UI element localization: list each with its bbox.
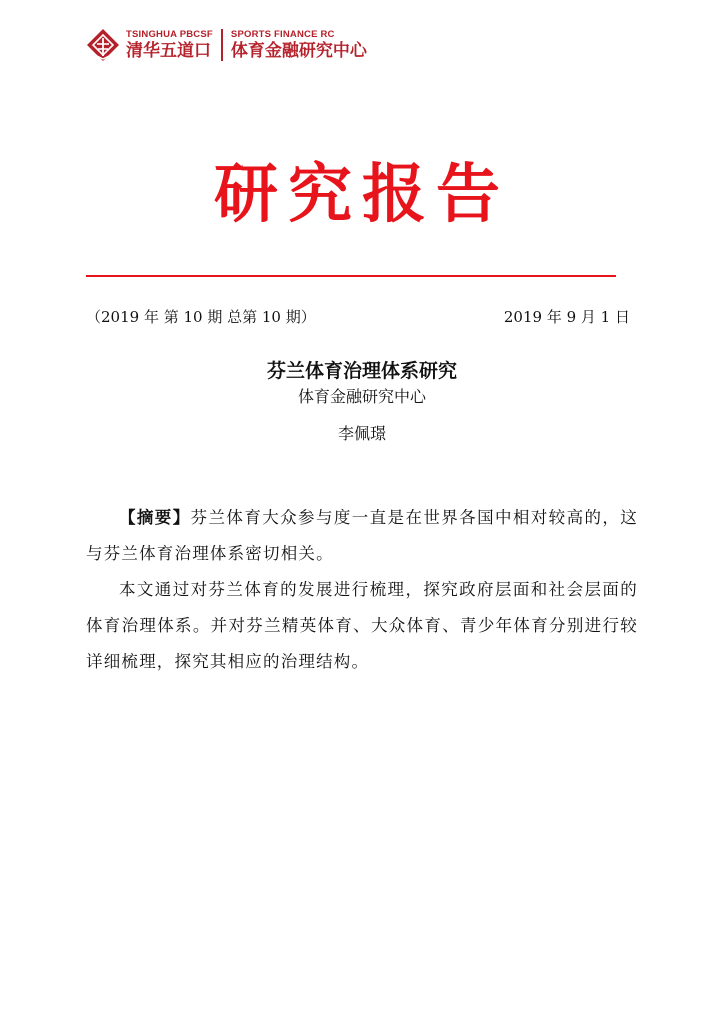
logo-cn-left: 清华五道口 (126, 41, 211, 61)
report-title: 研究报告 (214, 157, 510, 232)
logo-right-text (231, 29, 367, 61)
issue-line (86, 306, 630, 328)
logo-en-left: TSINGHUA PBCSF (126, 29, 213, 40)
abstract-section (86, 500, 638, 680)
issue-info: （2019 年 第 10 期 总第 10 期） (86, 308, 316, 326)
abstract-label: 【摘要】 (119, 508, 191, 527)
header-logo (86, 26, 367, 64)
logo-en-right: SPORTS FINANCE RC (230, 29, 335, 40)
logo-left-text (126, 29, 213, 61)
logo-divider (221, 29, 223, 61)
title-divider (86, 275, 616, 277)
article-title: 芬兰体育治理体系研究 (266, 360, 457, 382)
abstract-paragraph-1 (86, 500, 638, 572)
article-author: 李佩璟 (337, 424, 386, 443)
tsinghua-logo-icon (86, 28, 120, 62)
article-organization: 体育金融研究中心 (297, 387, 426, 406)
abstract-text-2: 本文通过对芬兰体育的发展进行梳理，探究政府层面和社会层面的体育治理体系。并对芬兰精英体育、大众体育、青少年体育分别进行较详细梳理，探究其相应的治理结构。 (86, 580, 638, 671)
logo-cn-right: 体育金融研究中心 (230, 41, 367, 61)
abstract-paragraph-2 (86, 572, 638, 680)
issue-date: 2019 年 9 月 1 日 (503, 308, 630, 326)
abstract-text-1: 芬兰体育大众参与度一直是在世界各国中相对较高的，这与芬兰体育治理体系密切相关。 (86, 508, 638, 563)
